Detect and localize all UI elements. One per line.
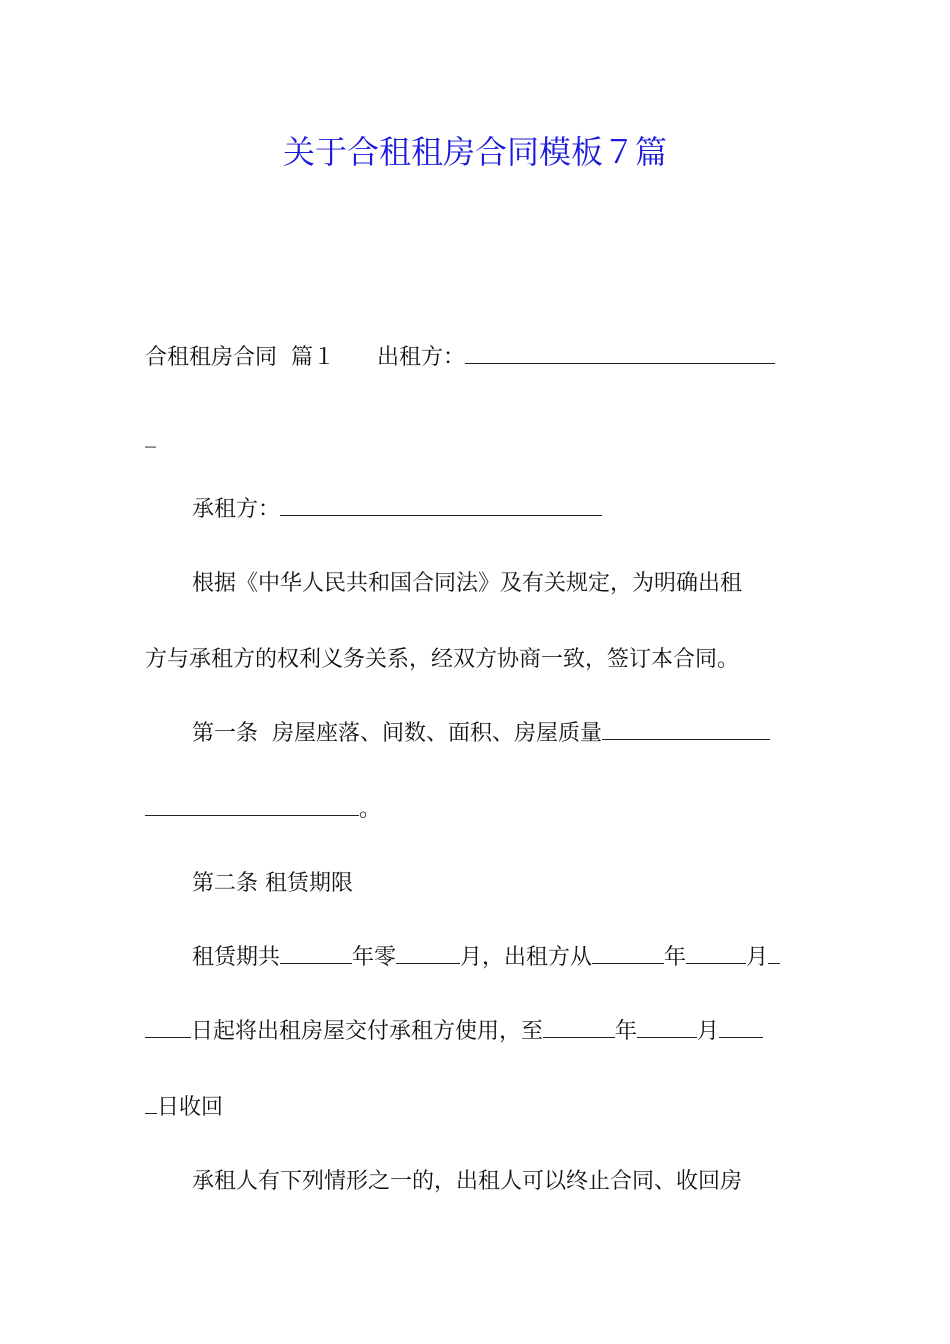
paragraph-line: 承租人有下列情形之一的，出租人可以终止合同、收回房 <box>192 1169 743 1194</box>
delivery-text: 日起将出租房屋交付承租方使用，至 <box>191 1019 544 1044</box>
contract-heading-line <box>145 340 810 376</box>
lease-term-text: 租赁期共 <box>192 945 281 970</box>
lease-term-line-2 <box>145 1014 810 1050</box>
end-day-blank <box>719 1015 763 1038</box>
heading-lessor-label: 合租租房合同 篇１ 出租方： <box>145 345 465 370</box>
paragraph-line: 根据《中华人民共和国合同法》及有关规定，为明确出租 <box>192 571 743 596</box>
months-blank <box>396 941 460 964</box>
document-title: 关于合租租房合同模板７篇 <box>282 133 667 171</box>
recover-text: 日收回 <box>157 1095 224 1120</box>
years-blank <box>280 941 352 964</box>
underscore-text: _ <box>145 423 156 448</box>
lease-term-line-3 <box>145 1090 810 1126</box>
year-text: 年 <box>664 945 687 970</box>
period-text: 。 <box>359 797 382 822</box>
from-text: 月，出租方从 <box>460 945 593 970</box>
house-quality-blank <box>602 717 770 740</box>
lessee-label: 承租方： <box>192 497 281 522</box>
article-one-line <box>192 716 810 752</box>
lessor-blank <box>465 341 775 364</box>
start-day-blank <box>768 941 780 964</box>
end-month-blank <box>637 1015 697 1038</box>
start-year-blank <box>592 941 664 964</box>
paragraph-line: 方与承租方的权利义务关系，经双方协商一致，签订本合同。 <box>145 647 740 672</box>
month-text: 月 <box>746 945 769 970</box>
end-year-blank <box>543 1015 615 1038</box>
lessee-blank <box>280 493 602 516</box>
article-two-heading: 第二条 租赁期限 <box>192 871 353 896</box>
article-one-continuation <box>145 792 810 828</box>
start-day-blank-cont <box>145 1015 191 1038</box>
article-one-text: 第一条 房屋座落、间数、面积、房屋质量 <box>192 721 602 746</box>
end-month-text: 月 <box>697 1019 720 1044</box>
end-day-blank-cont <box>145 1091 157 1114</box>
lease-term-line <box>192 940 810 976</box>
end-year-text: 年 <box>615 1019 638 1044</box>
lessor-blank-continuation <box>145 418 810 454</box>
start-month-blank <box>686 941 746 964</box>
lessee-line <box>192 492 810 528</box>
years-text: 年零 <box>352 945 397 970</box>
house-quality-blank-cont <box>145 793 359 816</box>
